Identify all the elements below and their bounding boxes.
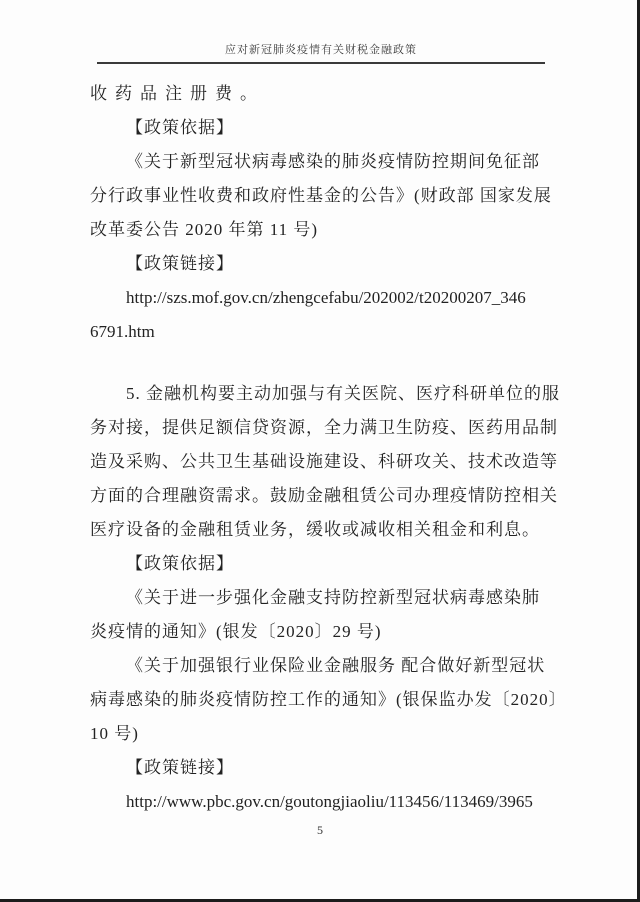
body-text-line: 5. 金融机构要主动加强与有关医院、医疗科研单位的服: [126, 384, 560, 403]
policy-citation-line: 炎疫情的通知》(银发〔2020〕29 号): [90, 622, 382, 641]
policy-link-url[interactable]: 6791.htm: [90, 322, 155, 341]
page-number: 5: [317, 823, 323, 837]
policy-link-url[interactable]: http://szs.mof.gov.cn/zhengcefabu/202002/t20200207_346: [126, 288, 526, 307]
policy-citation-line: 分行政事业性收费和政府性基金的公告》(财政部 国家发展: [90, 186, 552, 205]
body-text-line: 造及采购、公共卫生基础设施建设、科研攻关、技术改造等: [90, 452, 558, 471]
policy-link-url[interactable]: http://www.pbc.gov.cn/goutongjiaoliu/113456/113469/3965: [126, 792, 533, 811]
body-text-line: 务对接，提供足额信贷资源，全力满卫生防疫、医药用品制: [90, 418, 558, 437]
policy-citation-line: 病毒感染的肺炎疫情防控工作的通知》(银保监办发〔2020〕: [90, 690, 567, 709]
policy-citation-line: 10 号): [90, 724, 139, 743]
policy-citation-line: 《关于进一步强化金融支持防控新型冠状病毒感染肺: [126, 588, 540, 607]
body-text-line: 医疗设备的金融租赁业务，缓收或减收相关租金和利息。: [90, 520, 540, 539]
policy-basis-heading: 【政策依据】: [126, 554, 234, 573]
policy-link-heading: 【政策链接】: [126, 254, 234, 273]
policy-citation-line: 改革委公告 2020 年第 11 号): [90, 220, 319, 239]
body-text-line: 收药品注册费。: [90, 84, 265, 103]
policy-basis-heading: 【政策依据】: [126, 118, 234, 137]
document-body: [90, 77, 580, 819]
policy-link-heading: 【政策链接】: [126, 758, 234, 777]
page-header: [97, 41, 545, 64]
policy-citation-line: 《关于新型冠状病毒感染的肺炎疫情防控期间免征部: [126, 152, 540, 171]
policy-citation-line: 《关于加强银行业保险业金融服务 配合做好新型冠状: [126, 656, 546, 675]
body-text-line: 方面的合理融资需求。鼓励金融租赁公司办理疫情防控相关: [90, 486, 558, 505]
header-title: 应对新冠肺炎疫情有关财税金融政策: [225, 44, 417, 56]
